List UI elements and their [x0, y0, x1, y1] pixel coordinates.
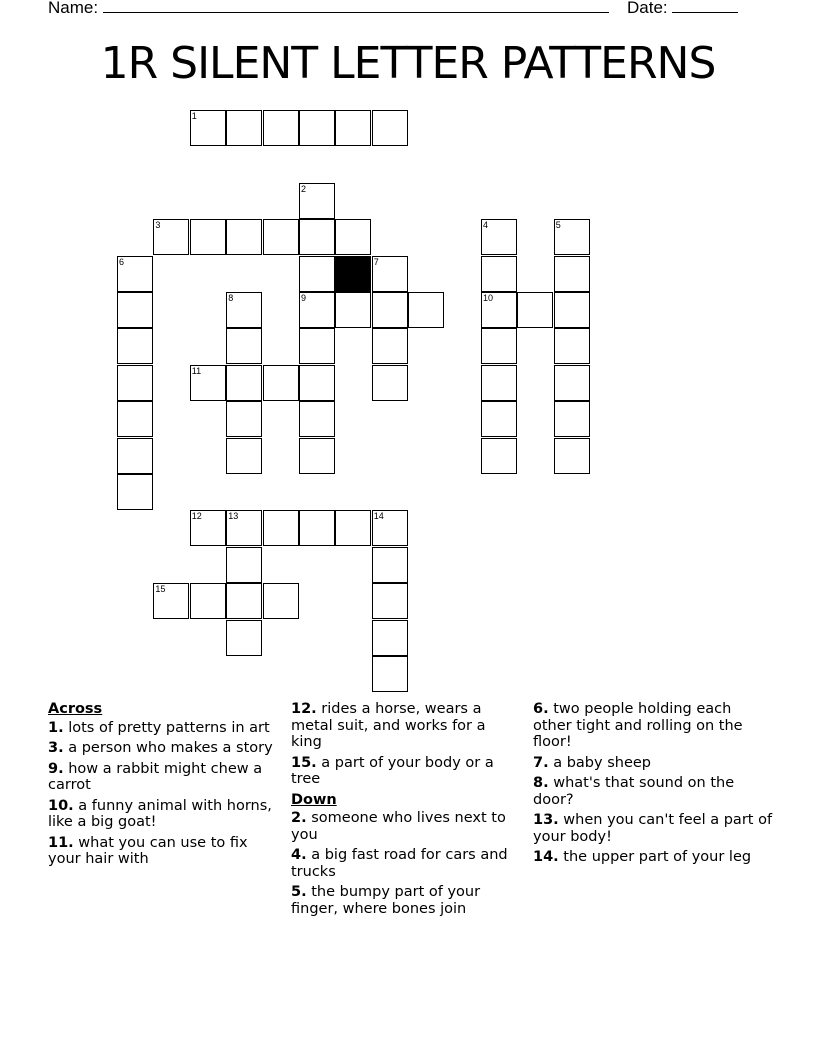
- down-heading: Down: [291, 791, 337, 808]
- clue-down-6: 6. two people holding each other tight and rolling on the floor!: [533, 701, 743, 750]
- grid-cell[interactable]: [372, 110, 408, 146]
- clues-column-1: [48, 701, 280, 872]
- grid-cell[interactable]: [335, 110, 371, 146]
- clue-down-14: 14. the upper part of your leg: [533, 849, 752, 865]
- clue-down-8: 8. what's that sound on the door?: [533, 775, 735, 808]
- grid-cell[interactable]: [481, 328, 517, 364]
- grid-cell[interactable]: [554, 256, 590, 292]
- grid-cell[interactable]: [226, 583, 262, 619]
- grid-cell[interactable]: [299, 328, 335, 364]
- grid-cell[interactable]: [554, 401, 590, 437]
- grid-cell[interactable]: [299, 110, 335, 146]
- cell-number: 12: [191, 511, 202, 522]
- cell-number: 6: [119, 256, 125, 267]
- clue-across-10: 10. a funny animal with horns, like a big goat!: [48, 797, 272, 830]
- grid-cell[interactable]: [153, 583, 189, 619]
- grid-cell[interactable]: [554, 219, 590, 255]
- grid-cell[interactable]: [554, 365, 590, 401]
- grid-cell[interactable]: [263, 510, 299, 546]
- grid-cell[interactable]: [517, 292, 553, 328]
- grid-cell[interactable]: [372, 365, 408, 401]
- grid-cell[interactable]: [481, 401, 517, 437]
- page-title: 1R SILENT LETTER PATTERNS: [100, 38, 716, 89]
- grid-cell[interactable]: [372, 292, 408, 328]
- grid-cell[interactable]: [299, 438, 335, 474]
- grid-cell[interactable]: [190, 583, 226, 619]
- grid-cell[interactable]: [372, 256, 408, 292]
- grid-cell[interactable]: [226, 510, 262, 546]
- grid-cell[interactable]: [190, 365, 226, 401]
- grid-cell[interactable]: [408, 292, 444, 328]
- grid-cell[interactable]: [226, 365, 262, 401]
- name-label: Name:: [48, 0, 99, 17]
- grid-cell[interactable]: [372, 510, 408, 546]
- grid-cell[interactable]: [299, 256, 335, 292]
- grid-cell[interactable]: [299, 510, 335, 546]
- grid-cell[interactable]: [372, 620, 408, 656]
- cell-number: 2: [301, 183, 307, 194]
- cell-number: 5: [555, 220, 561, 231]
- grid-cell[interactable]: [117, 365, 153, 401]
- grid-cell[interactable]: [372, 656, 408, 692]
- grid-cell[interactable]: [372, 328, 408, 364]
- grid-cell[interactable]: [335, 510, 371, 546]
- grid-cell[interactable]: [372, 583, 408, 619]
- grid-cell[interactable]: [117, 292, 153, 328]
- clue-across-15: 15. a part of your body or a tree: [291, 754, 494, 787]
- cell-number: 3: [155, 220, 161, 231]
- cell-number: 15: [155, 584, 166, 595]
- clues-column-3: [533, 701, 773, 870]
- grid-cell[interactable]: [226, 547, 262, 583]
- grid-cell[interactable]: [226, 328, 262, 364]
- grid-cell[interactable]: [190, 510, 226, 546]
- grid-cell[interactable]: [554, 328, 590, 364]
- grid-cell[interactable]: [372, 547, 408, 583]
- across-heading: Across: [48, 701, 103, 717]
- cell-number: 4: [483, 220, 489, 231]
- clue-across-12: 12. rides a horse, wears a metal suit, and works for a king: [291, 701, 486, 750]
- grid-cell[interactable]: [153, 219, 189, 255]
- grid-cell[interactable]: [299, 219, 335, 255]
- grid-cell[interactable]: [299, 401, 335, 437]
- grid-cell[interactable]: [481, 438, 517, 474]
- cell-number: 11: [191, 365, 202, 376]
- grid-block: [335, 256, 371, 292]
- grid-cell[interactable]: [226, 620, 262, 656]
- cell-number: 10: [483, 293, 494, 303]
- clue-across-1: 1. lots of pretty patterns in art: [48, 719, 270, 736]
- grid-cell[interactable]: [263, 583, 299, 619]
- grid-cell[interactable]: [481, 256, 517, 292]
- grid-cell[interactable]: [481, 292, 517, 328]
- grid-cell[interactable]: [263, 365, 299, 401]
- grid-cell[interactable]: [117, 328, 153, 364]
- clue-across-3: 3. a person who makes a story: [48, 740, 273, 756]
- cell-number: 1: [191, 111, 197, 121]
- cell-number: 8: [228, 293, 234, 303]
- grid-cell[interactable]: [554, 438, 590, 474]
- clues-column-2: [291, 701, 516, 921]
- grid-cell[interactable]: [299, 292, 335, 328]
- clue-down-5: 5. the bumpy part of your finger, where bones join: [291, 884, 481, 917]
- grid-cell[interactable]: [226, 110, 262, 146]
- date-label: Date:: [627, 0, 668, 17]
- grid-cell[interactable]: [117, 438, 153, 474]
- grid-cell[interactable]: [117, 256, 153, 292]
- cell-number: 13: [228, 511, 239, 522]
- grid-cell[interactable]: [481, 219, 517, 255]
- grid-cell[interactable]: [190, 219, 226, 255]
- cell-number: 9: [301, 293, 307, 303]
- grid-cell[interactable]: [226, 401, 262, 437]
- cell-number: 7: [373, 256, 379, 267]
- grid-cell[interactable]: [335, 292, 371, 328]
- grid-cell[interactable]: [117, 474, 153, 510]
- grid-cell[interactable]: [335, 219, 371, 255]
- clue-down-2: 2. someone who lives next to you: [291, 810, 506, 843]
- clue-across-9: 9. how a rabbit might chew a carrot: [48, 760, 263, 793]
- grid-cell[interactable]: [263, 219, 299, 255]
- grid-cell[interactable]: [226, 219, 262, 255]
- clue-down-4: 4. a big fast road for cars and trucks: [291, 847, 508, 880]
- clue-down-13: 13. when you can't feel a part of your body!: [533, 812, 773, 845]
- grid-cell[interactable]: [117, 401, 153, 437]
- grid-cell[interactable]: [554, 292, 590, 328]
- grid-cell[interactable]: [299, 365, 335, 401]
- grid-cell[interactable]: [226, 292, 262, 328]
- clue-across-11: 11. what you can use to fix your hair with: [48, 834, 248, 867]
- cell-number: 14: [373, 511, 384, 522]
- grid-cell[interactable]: [190, 110, 226, 146]
- grid-cell[interactable]: [263, 110, 299, 146]
- grid-cell[interactable]: [226, 438, 262, 474]
- grid-cell[interactable]: [481, 365, 517, 401]
- clue-down-7: 7. a baby sheep: [533, 754, 651, 771]
- grid-cell[interactable]: [299, 183, 335, 219]
